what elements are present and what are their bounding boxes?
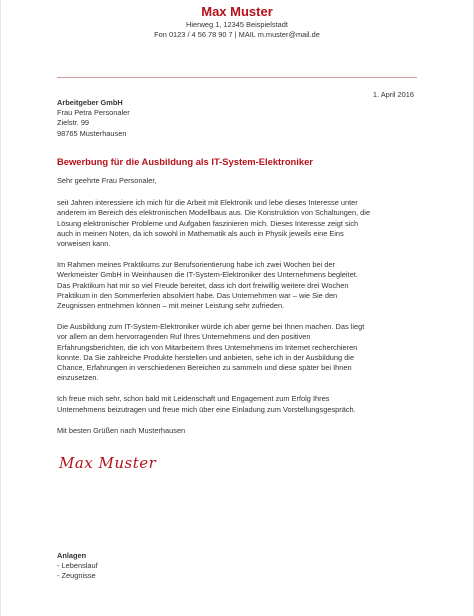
paragraph-line: vor allem an dem hervorragenden Ruf Ihres Unternehmens und den positiven [57, 332, 311, 342]
paragraph-line: auch in meinen Noten, da ich sowohl in Mathematik als auch in Physik jeweils eine Eins [57, 228, 344, 238]
paragraph [57, 322, 419, 383]
paragraph-line: Im Rahmen meines Praktikums zur Berufsorientierung habe ich zwei Wochen bei der [57, 260, 335, 270]
paragraph-line: Werkmeister GmbH in Weinhausen die IT-System-Elektroniker des Unternehmens begleitet. [57, 270, 358, 280]
sender-name: Max Muster [201, 4, 273, 19]
recipient-line: Zielstr. 99 [57, 118, 90, 128]
paragraph-line: Zeugnissen entnehmen können – mit meiner Leistung sehr zufrieden. [57, 301, 285, 311]
paragraph-line: Die Ausbildung zum IT-System-Elektroniker würde ich aber gerne bei Ihnen machen. Das liegt [57, 322, 365, 332]
salutation: Sehr geehrte Frau Personaler, [57, 176, 157, 185]
paragraph-line: Praktikum in den Sommerferien absolviert habe. Das Unternehmen war – wie Sie den [57, 290, 338, 300]
paragraph-line: vorweisen kann. [57, 239, 111, 249]
attachment-item: - Lebenslauf [57, 561, 98, 571]
letterhead [1, 0, 473, 40]
header-divider [57, 77, 417, 78]
signature: Max Muster [59, 454, 157, 472]
paragraph-line: seit Jahren interessiere ich mich für die Arbeit mit Elektronik und lebe dieses Interesse unter [57, 198, 358, 208]
recipient-line: 98765 Musterhausen [57, 128, 127, 138]
letter-subject: Bewerbung für die Ausbildung als IT-System-Elektroniker [57, 156, 313, 167]
paragraph [57, 394, 419, 414]
paragraph [57, 260, 419, 311]
sender-address: Hierweg 1, 12345 Beispielstadt [186, 20, 288, 29]
paragraph-line: Lösung elektronischer Probleme und Aufgaben faszinieren mich. Dieses Interesse zeigt sich [57, 218, 359, 228]
letter-date: 1. April 2016 [372, 90, 414, 99]
paragraph-line: einzusetzen. [57, 373, 99, 383]
paragraph-line: Erfahrungsberichten, die ich von Mitarbeitern Ihres Unternehmens im Internet recherchieren [57, 342, 358, 352]
paragraph-line: Ich freue mich sehr, schon bald mit Leidenschaft und Engagement zum Erfolg Ihres [57, 394, 330, 404]
paragraph-line: anderem im Bereich des elektronischen Modellbaus aus. Die Konstruktion von Schaltungen, die [57, 208, 371, 218]
attachments-title: Anlagen [57, 551, 87, 560]
attachment-item: - Zeugnisse [57, 571, 96, 581]
recipient-company: Arbeitgeber GmbH [57, 98, 123, 107]
paragraph-line: Das Praktikum hat mir so viel Freude bereitet, dass ich dort freiwillig weitere drei Wochen [57, 280, 349, 290]
closing: Mit besten Grüßen nach Musterhausen [57, 425, 186, 435]
paragraph-line: konnte. Da Sie zahlreiche Produkte herstellen und anbieten, sehe ich in der Ausbildung die [57, 352, 355, 362]
sender-contact: Fon 0123 / 4 56 78 90 7 | MAIL m.muster@mail.de [154, 30, 320, 39]
attachments-block [57, 551, 98, 582]
letter-body [57, 176, 419, 447]
paragraph [57, 198, 419, 249]
recipient-line: Frau Petra Personaler [57, 108, 130, 118]
paragraph-line: Unternehmens beizutragen und freue mich über eine Einladung zum Vorstellungsgespräch. [57, 404, 356, 414]
recipient-block [57, 98, 130, 139]
paragraph-line: Chance, Erfahrungen in verschiedenen Bereichen zu sammeln und diese später bei Ihnen [57, 363, 352, 373]
